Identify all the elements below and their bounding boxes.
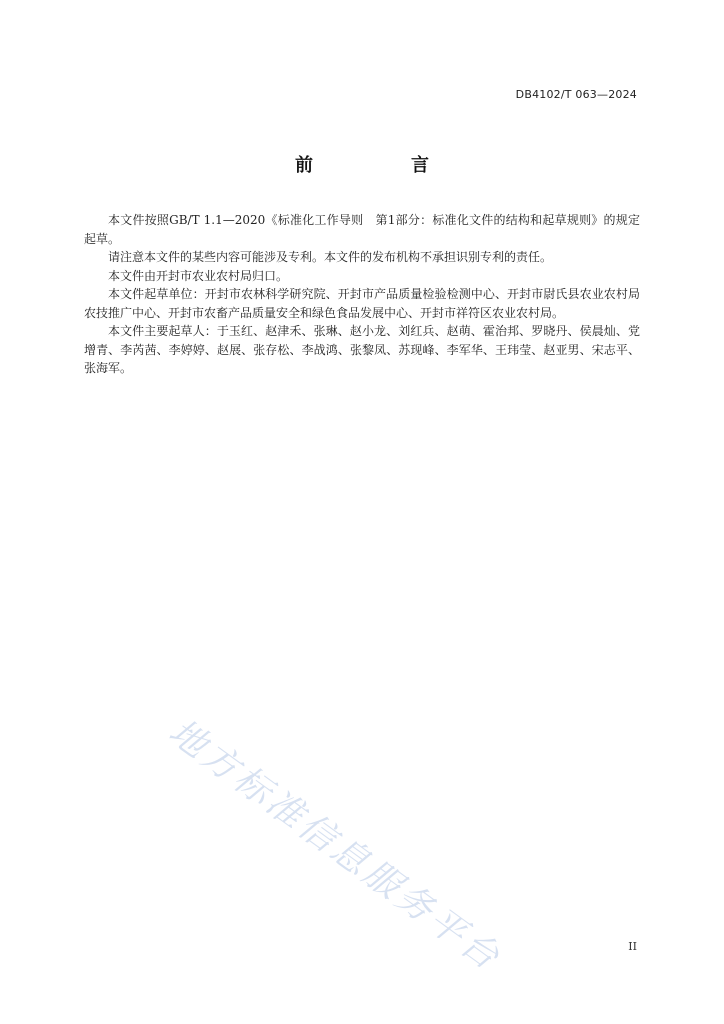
paragraph-drafting-rules: 本文件按照GB/T 1.1—2020《标准化工作导则 第1部分：标准化文件的结构和起草规则》的规定起草。 bbox=[84, 213, 640, 246]
watermark: 地方标准信息服务平台 bbox=[161, 711, 509, 980]
foreword-body bbox=[84, 211, 640, 378]
paragraph-responsible-unit: 本文件由开封市农业农村局归口。 bbox=[108, 268, 289, 283]
paragraph-drafters: 本文件主要起草人：于玉红、赵津禾、张琳、赵小龙、刘红兵、赵萌、霍治邦、罗晓丹、侯晨灿、党增青、李芮茜、李婷婷、赵展、张存松、李战鸿、张黎凤、苏现峰、李军华、王玮莹、赵亚男、宋志平、张海军。 bbox=[84, 324, 640, 375]
document-number: DB4102/T 063—2024 bbox=[515, 88, 637, 101]
paragraph-patent-notice: 请注意本文件的某些内容可能涉及专利。本文件的发布机构不承担识别专利的责任。 bbox=[108, 250, 553, 264]
paragraph-drafting-units: 本文件起草单位：开封市农林科学研究院、开封市产品质量检验检测中心、开封市尉氏县农业农村局农技推广中心、开封市农畜产品质量安全和绿色食品发展中心、开封市祥符区农业农村局。 bbox=[84, 287, 640, 320]
page-number: II bbox=[628, 940, 637, 953]
page-title: 前 言 bbox=[295, 155, 469, 176]
